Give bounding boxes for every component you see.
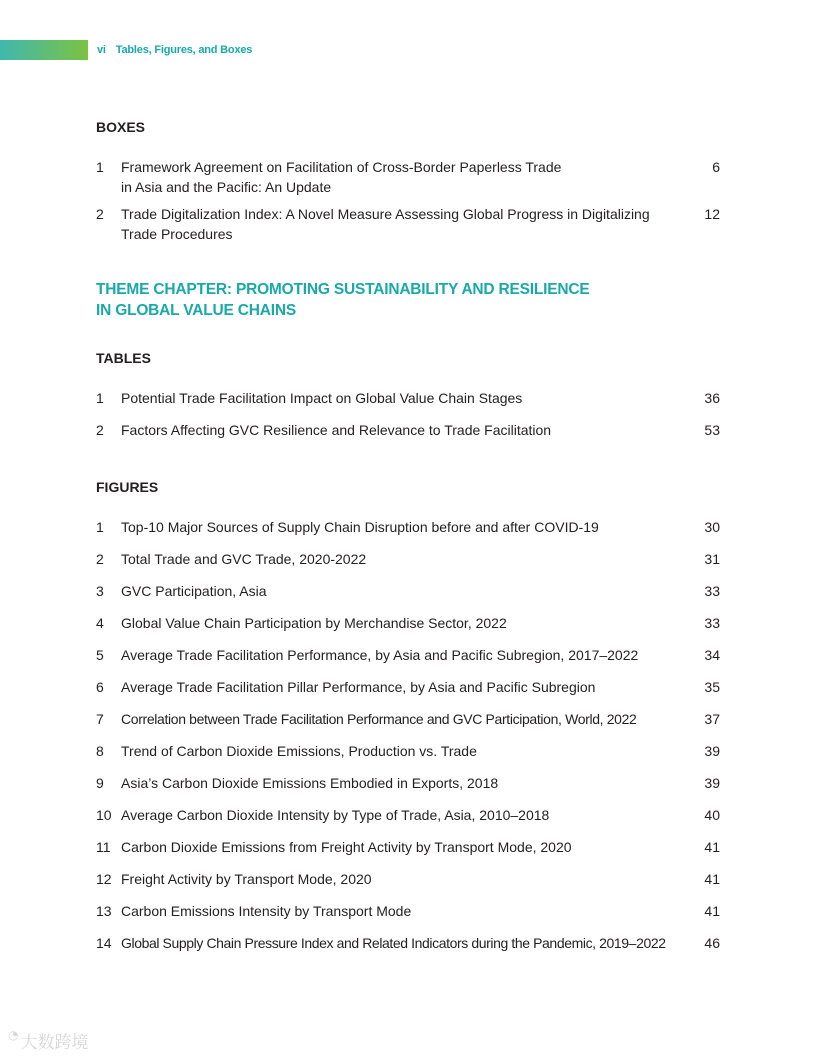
entry-title: Total Trade and GVC Trade, 2020-2022	[121, 551, 367, 567]
entry-number: 13	[96, 903, 112, 919]
entry-page: 39	[704, 743, 720, 759]
entry-number: 2	[96, 422, 104, 438]
entry-title: Carbon Emissions Intensity by Transport Mode	[121, 903, 412, 919]
entry-number: 2	[96, 551, 104, 567]
entry-number: 8	[96, 743, 104, 759]
running-header	[97, 44, 252, 56]
watermark: ◔ 大数跨境	[8, 1028, 89, 1053]
header-accent-bar	[0, 40, 88, 60]
entry-title: Correlation between Trade Facilitation Performance and GVC Participation, World, 2022	[121, 711, 637, 727]
entry-page: 30	[704, 519, 720, 535]
entry-number: 1	[96, 159, 104, 175]
entry-page: 39	[704, 775, 720, 791]
entry-title: Global Supply Chain Pressure Index and Related Indicators during the Pandemic, 2019–2022	[121, 935, 666, 951]
entry-number: 12	[96, 871, 112, 887]
entry-number: 1	[96, 519, 104, 535]
entry-title: Average Trade Facilitation Performance, by Asia and Pacific Subregion, 2017–2022	[121, 647, 639, 663]
tables-heading: TABLES	[96, 350, 151, 366]
entry-page: 35	[704, 679, 720, 695]
entry-page: 37	[704, 711, 720, 727]
entry-page: 40	[704, 807, 720, 823]
entry-number: 9	[96, 775, 104, 791]
entry-title: Carbon Dioxide Emissions from Freight Activity by Transport Mode, 2020	[121, 839, 572, 855]
entry-title: Trend of Carbon Dioxide Emissions, Production vs. Trade	[121, 743, 477, 759]
entry-number: 6	[96, 679, 104, 695]
entry-number: 11	[96, 839, 111, 855]
entry-page: 41	[704, 903, 720, 919]
entry-page: 41	[704, 839, 720, 855]
entry-number: 1	[96, 390, 104, 406]
entry-title: Average Carbon Dioxide Intensity by Type of Trade, Asia, 2010–2018	[121, 807, 550, 823]
entry-page: 12	[704, 206, 720, 222]
entry-page: 31	[704, 551, 720, 567]
entry-title: Trade Digitalization Index: A Novel Measure Assessing Global Progress in Digitalizing Trade Procedures	[121, 206, 650, 242]
entry-page: 33	[704, 583, 720, 599]
entry-page: 34	[704, 647, 720, 663]
entry-title: Global Value Chain Participation by Merchandise Sector, 2022	[121, 615, 507, 631]
entry-title: Top-10 Major Sources of Supply Chain Disruption before and after COVID-19	[121, 519, 599, 535]
entry-page: 41	[704, 871, 720, 887]
entry-number: 5	[96, 647, 104, 663]
theme-chapter-title: THEME CHAPTER: PROMOTING SUSTAINABILITY AND RESILIENCE IN GLOBAL VALUE CHAINS	[96, 281, 590, 319]
header-page-number: vi	[97, 44, 106, 56]
entry-number: 2	[96, 206, 104, 222]
entry-title: Asia’s Carbon Dioxide Emissions Embodied in Exports, 2018	[121, 775, 499, 791]
entry-page: 46	[704, 935, 720, 951]
entry-number: 14	[96, 935, 112, 951]
entry-number: 4	[96, 615, 104, 631]
entry-page: 6	[712, 159, 720, 175]
entry-title: Factors Affecting GVC Resilience and Relevance to Trade Facilitation	[121, 422, 552, 438]
header-running-title: Tables, Figures, and Boxes	[115, 44, 253, 56]
entry-number: 3	[96, 583, 104, 599]
entry-title: Freight Activity by Transport Mode, 2020	[121, 871, 372, 887]
entry-number: 7	[96, 711, 104, 727]
entry-title: Potential Trade Facilitation Impact on Global Value Chain Stages	[121, 390, 523, 406]
figures-heading: FIGURES	[96, 479, 159, 495]
entry-page: 53	[704, 422, 720, 438]
entry-page: 36	[704, 390, 720, 406]
entry-page: 33	[704, 615, 720, 631]
watermark-logo-icon: ◔	[8, 1028, 19, 1042]
entry-title: Framework Agreement on Facilitation of Cross-Border Paperless Trade in Asia and the Pacific: An Update	[121, 159, 562, 195]
boxes-heading: BOXES	[96, 119, 146, 135]
entry-number: 10	[96, 807, 112, 823]
entry-title: GVC Participation, Asia	[121, 583, 267, 599]
entry-title: Average Trade Facilitation Pillar Performance, by Asia and Pacific Subregion	[121, 679, 596, 695]
